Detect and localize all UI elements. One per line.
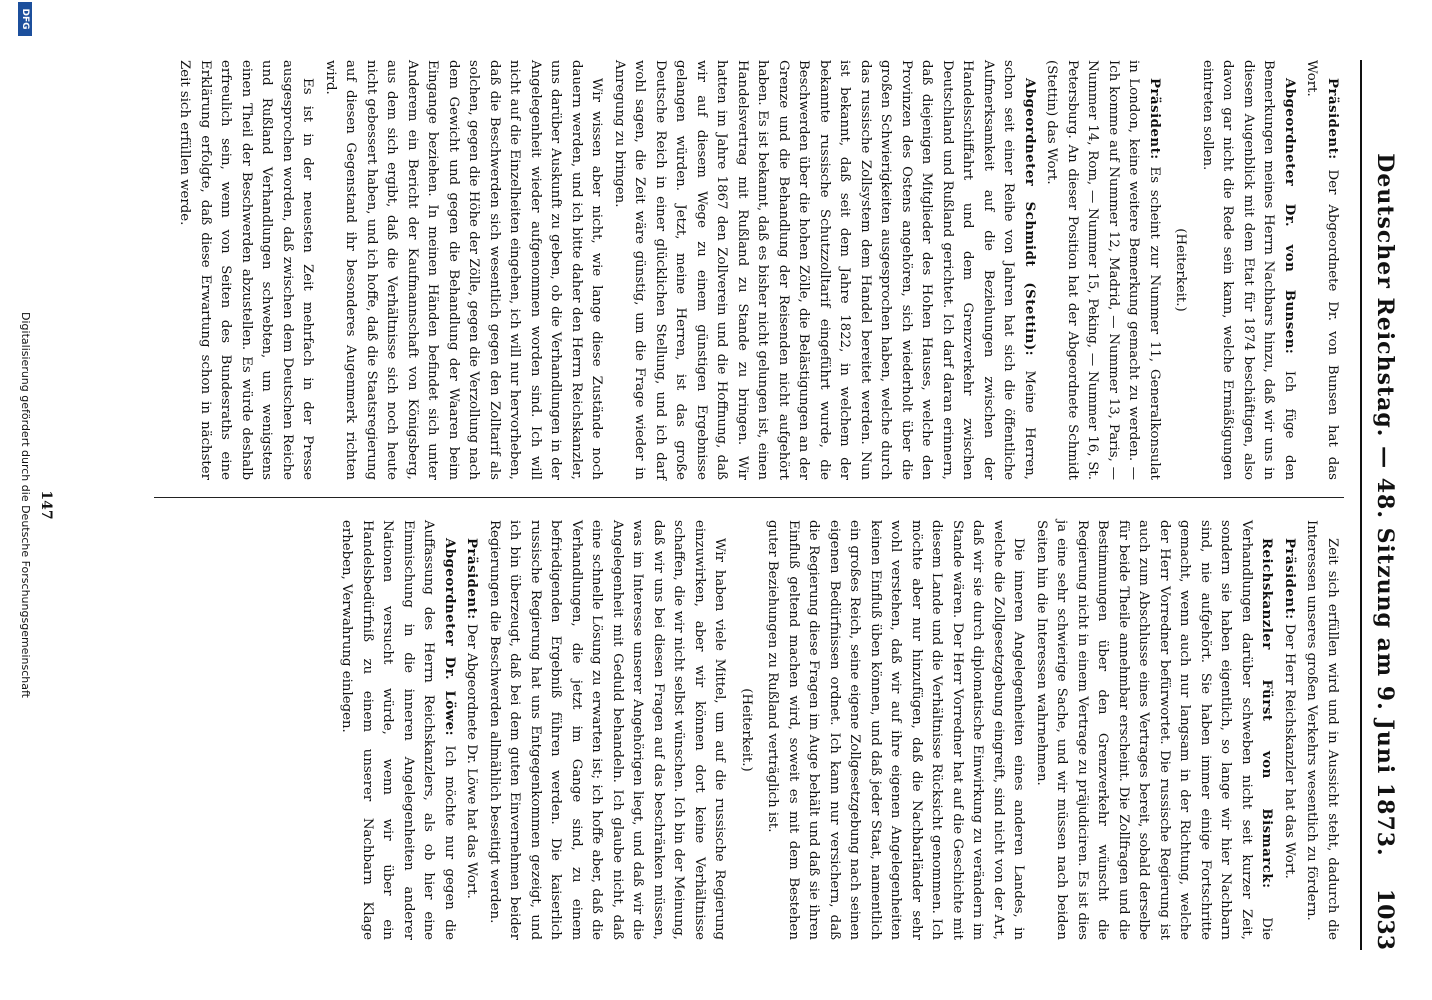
speech-paragraph <box>461 520 482 940</box>
paragraph-text: Wir wissen aber nicht, wie lange diese Zustände noch dauern werden, und ich bitte daher den Herrn Reichskanzler, uns darüber Auskunft zu geben, ob die Verhandlungen in der Angelegenheit wieder aufgenommen worden sind. Ich will nicht auf die Einzelheiten eingehen, ich will nur hervorheben, daß die Beschwerden sich wesentlich gegen den Zolltarif als solchen, gegen die Höhe der Zölle, gegen die Verzollung nach dem Gewicht und gegen die Behandlung der Waaren beim Eingange beziehen. In meinen Händen befindet sich unter Anderem ein Bericht der Kaufmannschaft von Königsberg, aus dem sich ergibt, daß die Verhältnisse sich noch heute nicht gebessert haben, und ich hoffe, daß die Staatsregierung auf diesen Gegenstand ihr besonderes Augenmerk richten wird. <box>323 60 605 480</box>
digitization-note: Digitalisierung gefördert durch die Deutsche Forschungsgemeinschaft <box>19 312 32 698</box>
paragraph-text: Ich füge den Bemerkungen meines Herrn Nachbars hinzu, daß wir uns in diesem Augenblick mit dem Etat für 1874 beschäftigen, also davon gar nicht die Rede sein kann, welche Ermäßigungen eintreten sollen. <box>1200 60 1297 481</box>
paragraph-text: Meine Herren, schon seit einer Reihe von Jahren hat sich die öffentliche Aufmerksamkeit auf die Beziehungen zwischen der Handelsschiffahrt und dem Grenzverkehr zwischen Deutschland und Rußland gerichtet. Ich darf daran erinnern, daß diejenigen Mitglieder des Hohen Hauses, welche den Provinzen des Ostens angehören, sich wiederholt über die großen Schwierigkeiten ausgesprochen haben, welche durch das russische Zollsystem dem Handel bereitet werden. Nun ist bekannt, daß seit dem Jahre 1822, in welchem der bekannte russische Schutzzolltarif eingeführt wurde, die Beschwerden über die hohen Zölle, die Belästigungen an der Grenze und die Behandlung der Reisenden nicht aufgehört haben. Es ist bekannt, daß es bisher nicht gelungen ist, einen Handelsvertrag mit Rußland zu Stande zu bringen. Wir hatten im Jahre 1867 den Zollverein und die Hoffnung, daß wir auf diesem Wege zu einem günstigen Ergebnisse gelangen würden. Jetzt, meine Herren, ist das große Deutsche Reich in einer glücklichen Stellung, und ich darf wohl sagen, die Zeit wäre günstig, um die Frage wieder in Anregung zu bringen. <box>612 60 1037 480</box>
speaker-name: Präsident: <box>1325 78 1340 160</box>
speech-paragraph <box>1301 520 1342 940</box>
speech-paragraph <box>1031 520 1277 940</box>
speaker-name: Präsident: <box>464 538 480 620</box>
page-footer <box>19 60 54 950</box>
speech-paragraph <box>484 520 730 940</box>
paragraph-text: Zeit sich erfüllen wird und in Aussicht steht, dadurch die Interessen unseres großen Verkehrs wesentlich zu fördern. <box>1304 520 1340 940</box>
paragraph-text: Die inneren Angelegenheiten eines anderen Landes, in welche die Zollgesetzgebung eingreift, sind nicht von der Art, daß wir sie durch diplomatische Einwirkung zu verändern im Stande wären. Der Herr Vorredner hat auf die Geschichte mit diesem Lande und die Verhältnisse Rücksicht genommen. Ich möchte aber nur hinzufügen, daß die Nachbarländer sehr wohl verstehen, daß wir auf ihre eigenen Angelegenheiten keinen Einfluß üben können, und daß jeder Staat, namentlich ein großes Reich, seine eigene Zollgesetzgebung nach seinen eigenen Bedürfnissen ordnet. Ich kann nur versichern, daß die Regierung diese Fragen im Auge behält und daß sie ihren Einfluß geltend machen wird, soweit es mit dem Bestehen guter Beziehungen zu Rußland verträglich ist. <box>765 520 1027 940</box>
speech-paragraph <box>762 520 1029 940</box>
speaker-name: Reichskanzler Fürst von Bismarck: <box>1259 538 1275 889</box>
paragraph-text: Wir haben viele Mittel, um auf die russische Regierung einzuwirken, aber wir können dort keine Verhältnisse schaffen, die wir nicht selbst wünschen. Ich bin der Meinung, daß wir uns bei diesen Fragen auf das beschränken müssen, was im Interesse unserer Angehörigen liegt, und daß wir die Angelegenheit mit Geduld behandeln. Ich glaube nicht, daß eine schnelle Lösung zu erwarten ist; ich hoffe aber, daß die Verhandlungen, die jetzt im Gange sind, zu einem befriedigenden Ergebniß führen werden. Die kaiserlich russische Regierung hat uns Entgegenkommen gezeigt, und ich bin überzeugt, daß bei dem guten Einvernehmen beider Regierungen die Beschwerden allmählich beseitigt werden. <box>487 520 728 940</box>
speaker-name: Abgeordneter Schmidt (Stettin): <box>1022 78 1037 357</box>
speech-paragraph <box>1301 60 1342 480</box>
speech-paragraph <box>609 60 1040 480</box>
speech-paragraph <box>1197 60 1300 480</box>
paragraph-text: Ich möchte nur gegen die Auffassung des Herrn Reichskanzlers, als ob hier eine Einmischung in die inneren Angelegenheiten anderer Nationen versucht würde, wenn wir über ein Handelsbedürfniß zu einem unserer Nachbarn Klage erheben, Verwahrung einlegen. <box>339 520 457 940</box>
left-column <box>172 60 1342 480</box>
paragraph-text: Der Abgeordnete Dr. von Bunsen hat das Wort. <box>1304 60 1340 480</box>
sheet-number: 147 <box>38 490 54 520</box>
speaker-name: Abgeordneter Dr. von Bunsen: <box>1282 78 1297 355</box>
dfg-logo: DFG <box>18 2 32 36</box>
speech-paragraph <box>1279 520 1300 940</box>
stage-direction: (Heiterkeit.) <box>739 688 754 772</box>
column-divider <box>154 497 1344 498</box>
page-number: 1033 <box>1372 888 1398 950</box>
speech-paragraph <box>1041 60 1164 480</box>
paragraph-text: Die Verhandlungen darüber schweben nicht seit kurzer Zeit, sondern sie haben eigentlich, so lange wir hier Nachbarn sind, nie aufgehört. Sie haben immer einige Fortschritte gemacht, wenn auch nur langsam in der Richtung, welche der Herr Vorredner befürwortet. Die russische Regierung ist auch zum Abschlusse eines Vertrages bereit, sobald derselbe für beide Theile annehmbar erscheint. Die Zollfragen und die Bestimmungen über den Grenzverkehr wünscht die Regierung nicht in einem Vertrage zu präjudiciren. Es ist dies ja eine sehr schwierige Sache, und wir müssen nach beiden Seiten hin die Interessen wahrnehmen. <box>1034 520 1275 940</box>
stage-direction: (Heiterkeit.) <box>1173 228 1189 312</box>
page-title: Deutscher Reichstag. — 48. Sitzung am 9. Juni 1873. <box>1372 153 1398 857</box>
speech-paragraph <box>174 60 318 480</box>
paragraph-text: Es ist in der neuesten Zeit mehrfach in der Presse ausgesprochen worden, daß zwischen dem Deutschen Reiche und Rußland Verhandlungen schwebten, um wenigstens einen Theil der Beschwerden abzustellen. Es würde deshalb erfreulich sein, wenn von Seiten des Bundesraths eine Erklärung erfolgte, daß diese Erwartung schon in nächster Zeit sich erfüllen werde. <box>177 60 316 480</box>
paragraph-text: Es scheint zur Nummer 11, Generalkonsulat in London, keine weitere Bemerkung gemacht zu werden. — Ich komme auf Nummer 12, Madrid, — Nummer 13, Paris, — Nummer 14, Rom, — Nummer 15, Peking, — Nummer 16, St. Petersburg. An dieser Position hat der Abgeordnete Schmidt (Stettin) das Wort. <box>1044 60 1162 480</box>
speaker-name: Präsident: <box>1147 78 1162 160</box>
speaker-name: Abgeordneter Dr. Löwe: <box>442 538 457 737</box>
speaker-name: Präsident: <box>1282 538 1297 620</box>
speech-paragraph <box>336 520 459 940</box>
right-column <box>334 520 1342 940</box>
paragraph-text: Der Abgeordnete Dr. Löwe hat das Wort. <box>464 623 480 899</box>
speech-paragraph <box>320 60 607 480</box>
page-header <box>1360 60 1402 950</box>
paragraph-text: Der Herr Reichskanzler hat das Wort. <box>1282 623 1297 879</box>
